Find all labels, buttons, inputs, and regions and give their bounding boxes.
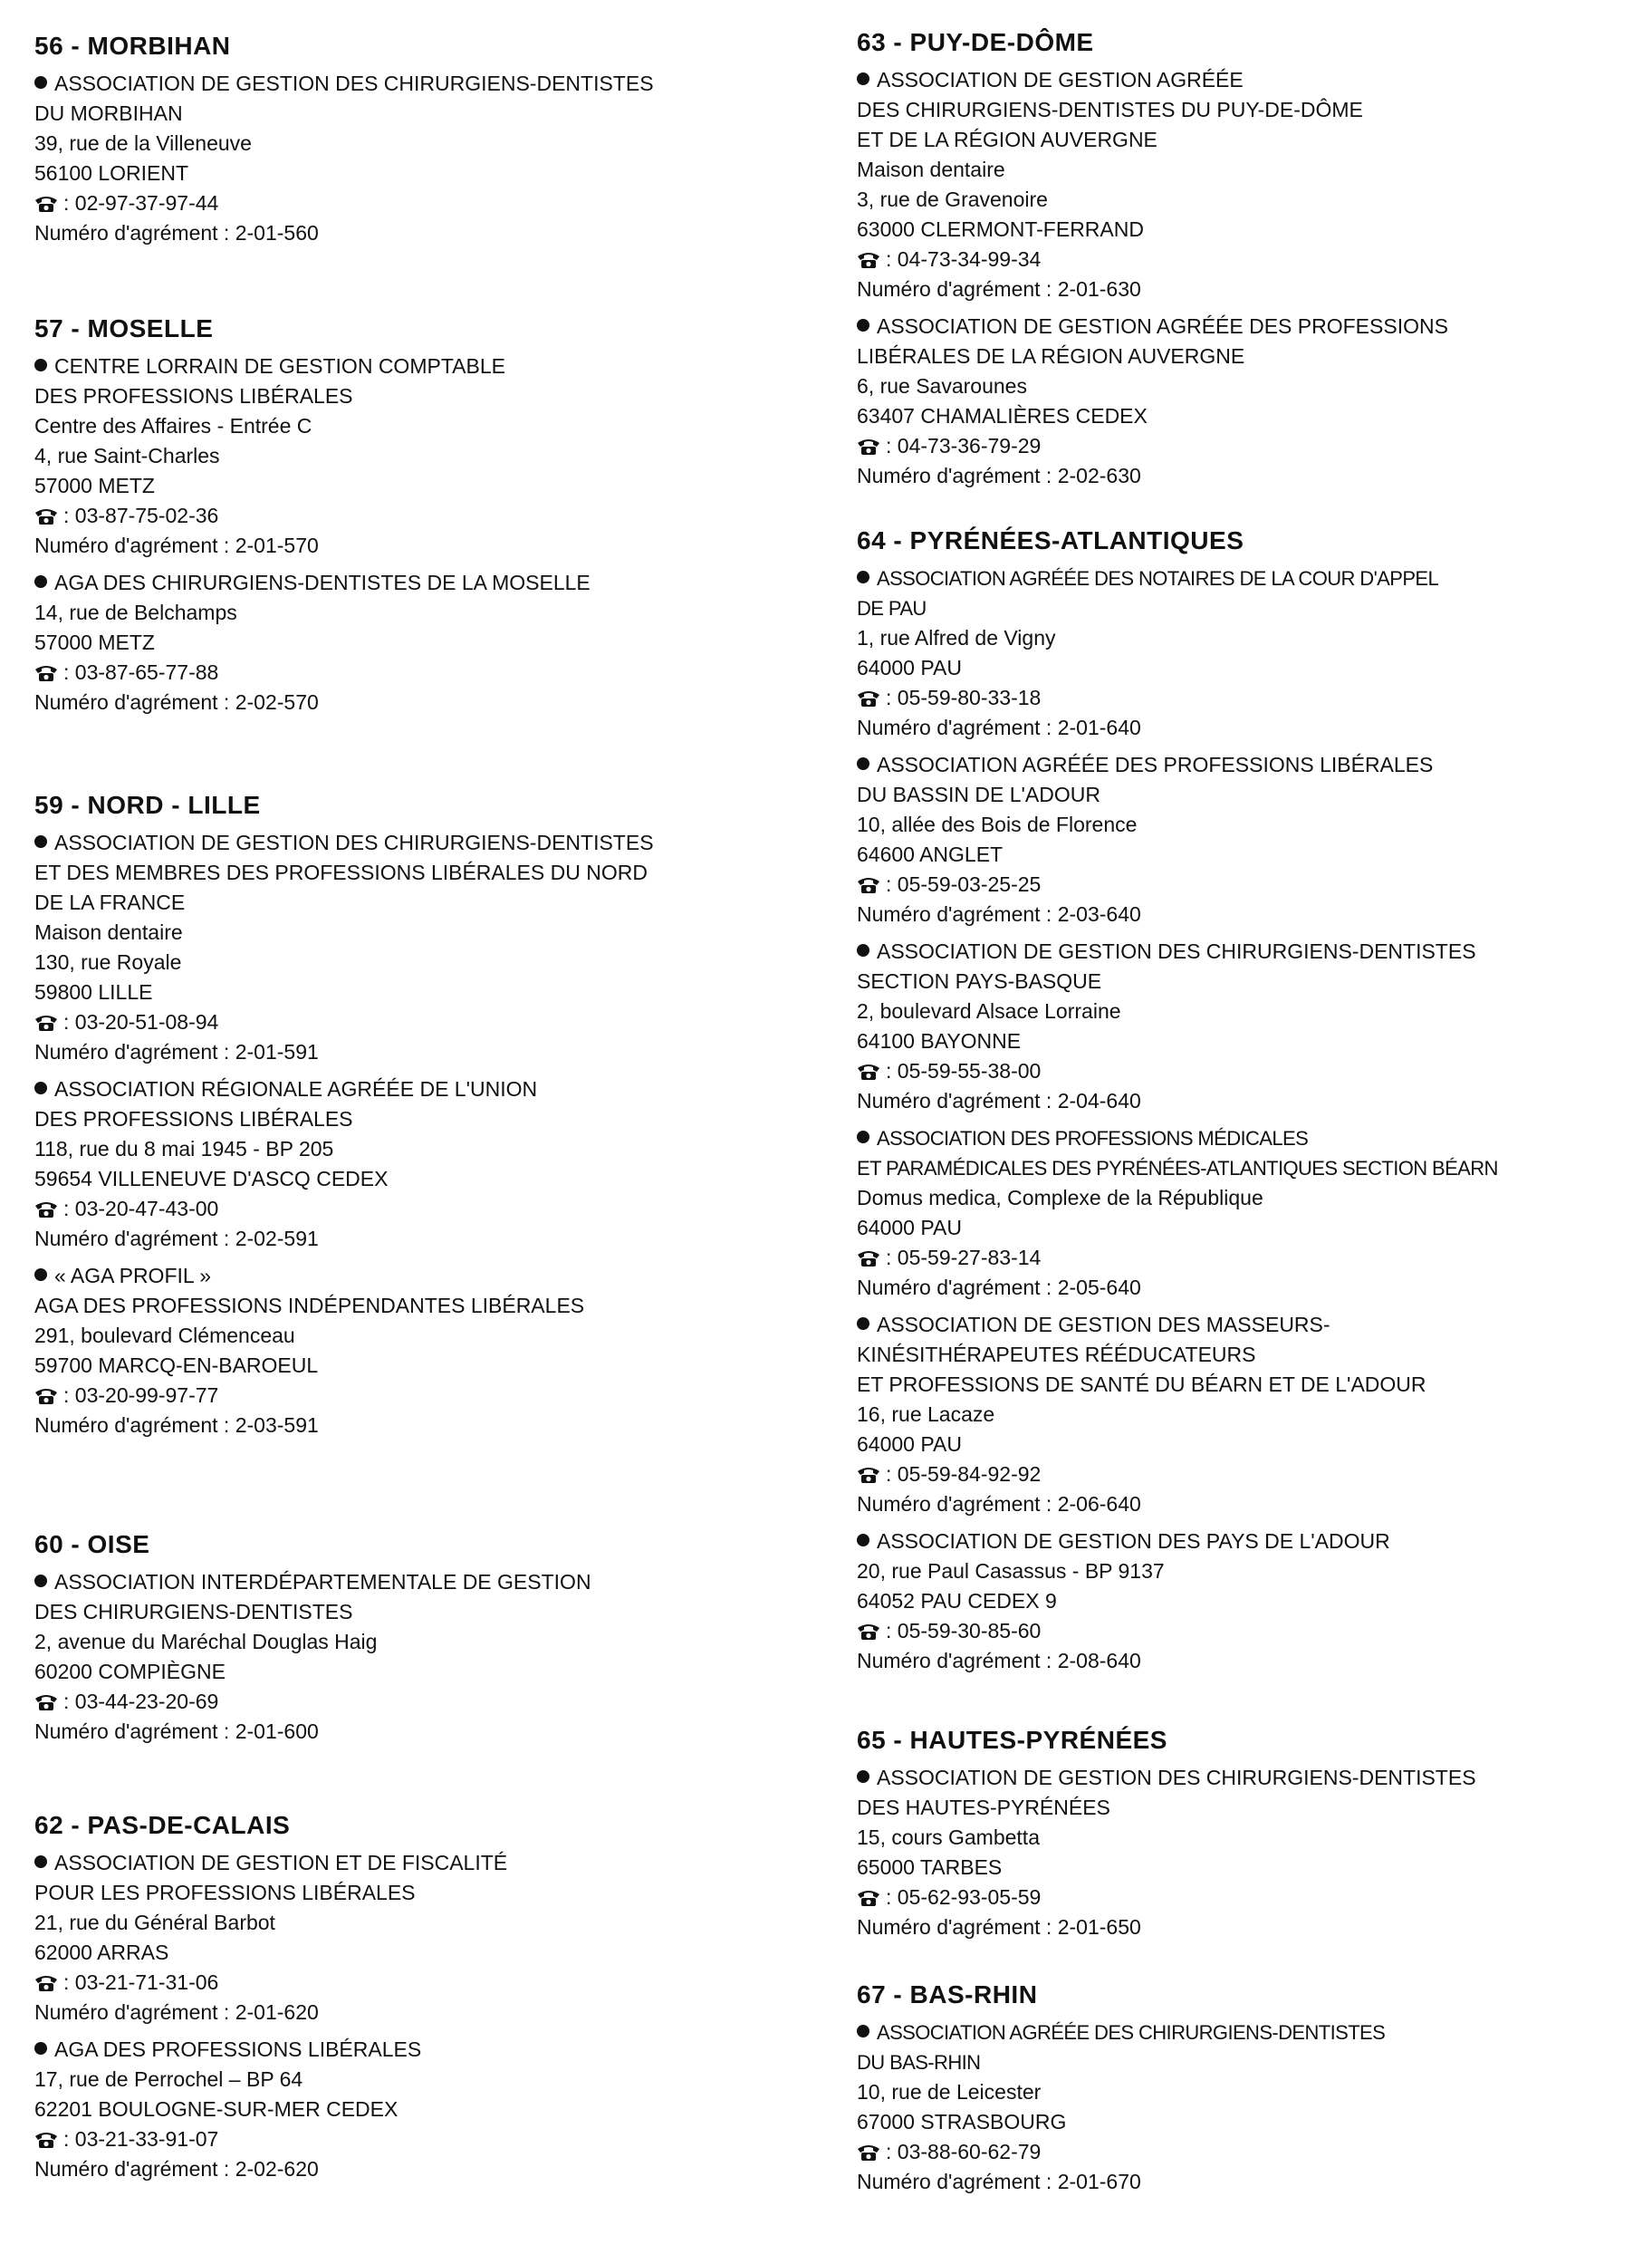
- association-name-text: ASSOCIATION DE GESTION DES CHIRURGIENS-DENTISTES: [54, 831, 654, 854]
- association-name-text: ASSOCIATION DES PROFESSIONS MÉDICALES: [877, 1127, 1309, 1150]
- phone-number: : 05-59-30-85-60: [886, 1619, 1042, 1642]
- agrement-number: Numéro d'agrément : 2-01-570: [34, 534, 319, 557]
- phone-line: [857, 1883, 1645, 1912]
- bullet-icon: [34, 835, 47, 848]
- association-name-line: [857, 780, 1645, 810]
- bullet-icon: [857, 1770, 869, 1783]
- department-heading: 64 - PYRÉNÉES-ATLANTIQUES: [857, 526, 1244, 554]
- agrement-number: Numéro d'agrément : 2-01-620: [34, 2000, 319, 2024]
- association-name-text: DE PAU: [857, 597, 927, 620]
- telephone-icon: [34, 1010, 58, 1028]
- phone-number: : 05-59-84-92-92: [886, 1462, 1042, 1486]
- phone-number: : 03-87-65-77-88: [63, 660, 219, 684]
- agrement-number: Numéro d'agrément : 2-02-570: [34, 690, 319, 714]
- association-name-line: [34, 1848, 813, 1878]
- agrement-number: Numéro d'agrément : 2-06-640: [857, 1492, 1141, 1516]
- department-heading: 63 - PUY-DE-DÔME: [857, 28, 1094, 56]
- association-name-text: KINÉSITHÉRAPEUTES RÉÉDUCATEURS: [857, 1343, 1256, 1366]
- phone-number: : 05-59-55-38-00: [886, 1059, 1042, 1083]
- association-name-line: [857, 1310, 1645, 1340]
- phone-line: [34, 1381, 813, 1411]
- association-name-text: ET DE LA RÉGION AUVERGNE: [857, 128, 1157, 151]
- department-section-65-hautes-pyrenees: [857, 1725, 1645, 1950]
- address-line: 64000 PAU: [857, 1216, 962, 1239]
- bullet-icon: [857, 1534, 869, 1546]
- phone-number: : 05-59-03-25-25: [886, 872, 1042, 896]
- association-name-line: [857, 1153, 1645, 1183]
- address-line: 64100 BAYONNE: [857, 1029, 1022, 1053]
- association-name-line: [857, 65, 1645, 95]
- department-section-63-puy-de-dome: [857, 27, 1645, 498]
- address-line: 67000 STRASBOURG: [857, 2110, 1067, 2134]
- association-entry: [857, 65, 1645, 304]
- agrement-number: Numéro d'agrément : 2-02-620: [34, 2157, 319, 2181]
- agrement-number: Numéro d'agrément : 2-03-591: [34, 1413, 319, 1437]
- telephone-icon: [34, 1970, 58, 1989]
- association-name-line: [34, 2035, 813, 2065]
- agrement-number: Numéro d'agrément : 2-03-640: [857, 902, 1141, 926]
- department-heading: 62 - PAS-DE-CALAIS: [34, 1811, 291, 1839]
- phone-number: : 03-20-47-43-00: [63, 1197, 219, 1220]
- association-name-text: ASSOCIATION DE GESTION AGRÉÉE: [877, 68, 1244, 92]
- association-name-line: [857, 125, 1645, 155]
- association-entry: [857, 1123, 1645, 1303]
- association-entry: [34, 1567, 813, 1747]
- association-name-line: [34, 858, 813, 888]
- association-entry: [857, 1310, 1645, 1519]
- phone-line: [34, 501, 813, 531]
- association-name-text: ASSOCIATION AGRÉÉE DES NOTAIRES DE LA COUR D'APPEL: [877, 567, 1439, 590]
- phone-number: : 05-62-93-05-59: [886, 1885, 1042, 1909]
- address-line: 14, rue de Belchamps: [34, 601, 237, 624]
- association-name-text: ASSOCIATION AGRÉÉE DES CHIRURGIENS-DENTISTES: [877, 2021, 1386, 2044]
- address-line: 63407 CHAMALIÈRES CEDEX: [857, 404, 1148, 428]
- association-name-text: CENTRE LORRAIN DE GESTION COMPTABLE: [54, 354, 505, 378]
- association-name-line: [857, 937, 1645, 967]
- association-name-text: AGA DES PROFESSIONS INDÉPENDANTES LIBÉRALES: [34, 1294, 585, 1317]
- association-entry: [857, 564, 1645, 743]
- phone-line: [857, 1616, 1645, 1646]
- telephone-icon: [857, 1885, 880, 1903]
- association-entry: [34, 1074, 813, 1254]
- phone-line: [857, 1056, 1645, 1086]
- bullet-icon: [857, 757, 869, 770]
- association-name-text: LIBÉRALES DE LA RÉGION AUVERGNE: [857, 344, 1245, 368]
- address-line: 64000 PAU: [857, 656, 962, 679]
- phone-number: : 03-87-75-02-36: [63, 504, 219, 527]
- association-name-line: [34, 352, 813, 381]
- phone-number: : 03-88-60-62-79: [886, 2140, 1042, 2163]
- phone-number: : 04-73-36-79-29: [886, 434, 1042, 458]
- association-name-text: SECTION PAYS-BASQUE: [857, 969, 1102, 993]
- address-line: 10, allée des Bois de Florence: [857, 813, 1138, 836]
- address-line: 20, rue Paul Casassus - BP 9137: [857, 1559, 1165, 1583]
- association-name-text: ET DES MEMBRES DES PROFESSIONS LIBÉRALES DU NORD: [34, 861, 648, 884]
- phone-line: [34, 2124, 813, 2154]
- phone-line: [857, 1243, 1645, 1273]
- association-name-text: DU BAS-RHIN: [857, 2051, 981, 2074]
- address-line: 64000 PAU: [857, 1432, 962, 1456]
- telephone-icon: [34, 504, 58, 522]
- association-name-text: ASSOCIATION DE GESTION DES PAYS DE L'ADOUR: [877, 1529, 1390, 1553]
- telephone-icon: [857, 1246, 880, 1264]
- phone-line: [857, 683, 1645, 713]
- association-name-line: [34, 1567, 813, 1597]
- address-line: 56100 LORIENT: [34, 161, 189, 185]
- association-entry: [34, 352, 813, 561]
- department-heading: 57 - MOSELLE: [34, 314, 214, 342]
- association-name-line: [857, 593, 1645, 623]
- telephone-icon: [857, 434, 880, 452]
- phone-number: : 03-44-23-20-69: [63, 1690, 219, 1713]
- association-name-text: ASSOCIATION DE GESTION DES MASSEURS-: [877, 1313, 1330, 1336]
- department-section-57-moselle: [34, 313, 813, 725]
- association-name-text: DU MORBIHAN: [34, 101, 183, 125]
- telephone-icon: [857, 686, 880, 704]
- phone-line: [34, 1194, 813, 1224]
- address-line: 1, rue Alfred de Vigny: [857, 626, 1056, 650]
- association-name-text: DU BASSIN DE L'ADOUR: [857, 783, 1100, 806]
- address-line: 57000 METZ: [34, 631, 155, 654]
- phone-number: : 04-73-34-99-34: [886, 247, 1042, 271]
- agrement-number: Numéro d'agrément : 2-01-630: [857, 277, 1141, 301]
- association-name-text: ASSOCIATION DE GESTION DES CHIRURGIENS-DENTISTES: [877, 1766, 1476, 1789]
- association-name-line: [857, 312, 1645, 342]
- address-line: 62201 BOULOGNE-SUR-MER CEDEX: [34, 2097, 399, 2121]
- association-name-text: DE LA FRANCE: [34, 891, 186, 914]
- association-name-line: [34, 1291, 813, 1321]
- address-line: 15, cours Gambetta: [857, 1825, 1040, 1849]
- phone-line: [34, 1007, 813, 1037]
- agrement-number: Numéro d'agrément : 2-08-640: [857, 1649, 1141, 1672]
- bullet-icon: [34, 359, 47, 371]
- bullet-icon: [857, 944, 869, 957]
- department-section-64-pyrenees-atlantiques: [857, 525, 1645, 1683]
- phone-number: : 05-59-80-33-18: [886, 686, 1042, 709]
- agrement-number: Numéro d'agrément : 2-01-650: [857, 1915, 1141, 1939]
- telephone-icon: [34, 1197, 58, 1215]
- phone-line: [857, 245, 1645, 275]
- address-line: 2, boulevard Alsace Lorraine: [857, 999, 1121, 1023]
- association-name-line: [857, 342, 1645, 371]
- association-name-line: [34, 888, 813, 918]
- association-name-line: [34, 1261, 813, 1291]
- association-name-line: [857, 967, 1645, 997]
- address-line: 65000 TARBES: [857, 1855, 1003, 1879]
- department-section-56-morbihan: [34, 31, 813, 255]
- phone-number: : 03-21-71-31-06: [63, 1970, 219, 1994]
- bullet-icon: [34, 1855, 47, 1868]
- association-name-text: DES CHIRURGIENS-DENTISTES: [34, 1600, 353, 1623]
- association-entry: [857, 2018, 1645, 2197]
- association-entry: [34, 568, 813, 718]
- address-line: 118, rue du 8 mai 1945 - BP 205: [34, 1137, 334, 1161]
- department-heading: 67 - BAS-RHIN: [857, 1980, 1038, 2008]
- department-heading: 59 - NORD - LILLE: [34, 791, 261, 819]
- bullet-icon: [857, 2025, 869, 2037]
- association-name-text: ET PROFESSIONS DE SANTÉ DU BÉARN ET DE L'ADOUR: [857, 1373, 1426, 1396]
- address-line: Centre des Affaires - Entrée C: [34, 414, 312, 438]
- association-entry: [857, 1527, 1645, 1676]
- phone-line: [857, 1459, 1645, 1489]
- agrement-number: Numéro d'agrément : 2-02-591: [34, 1227, 319, 1250]
- telephone-icon: [857, 872, 880, 891]
- agrement-number: Numéro d'agrément : 2-01-640: [857, 716, 1141, 739]
- association-name-line: [34, 1074, 813, 1104]
- bullet-icon: [34, 1575, 47, 1587]
- association-entry: [857, 750, 1645, 930]
- association-name-line: [857, 1527, 1645, 1556]
- phone-number: : 03-20-99-97-77: [63, 1383, 219, 1407]
- address-line: Domus medica, Complexe de la République: [857, 1186, 1263, 1209]
- association-name-line: [857, 1370, 1645, 1400]
- association-name-line: [34, 828, 813, 858]
- address-line: 62000 ARRAS: [34, 1941, 169, 1964]
- phone-line: [857, 431, 1645, 461]
- address-line: Maison dentaire: [34, 920, 183, 944]
- association-name-text: ASSOCIATION AGRÉÉE DES PROFESSIONS LIBÉRALES: [877, 753, 1434, 776]
- agrement-number: Numéro d'agrément : 2-02-630: [857, 464, 1141, 487]
- agrement-number: Numéro d'agrément : 2-05-640: [857, 1276, 1141, 1299]
- association-name-line: [857, 1763, 1645, 1793]
- address-line: 16, rue Lacaze: [857, 1402, 995, 1426]
- association-entry: [857, 937, 1645, 1116]
- association-name-text: ASSOCIATION DE GESTION ET DE FISCALITÉ: [54, 1851, 508, 1874]
- association-entry: [34, 1261, 813, 1440]
- association-name-line: [34, 381, 813, 411]
- address-line: 2, avenue du Maréchal Douglas Haig: [34, 1630, 378, 1653]
- bullet-icon: [857, 72, 869, 85]
- association-name-line: [34, 1597, 813, 1627]
- association-name-text: ASSOCIATION DE GESTION DES CHIRURGIENS-DENTISTES: [54, 72, 654, 95]
- bullet-icon: [34, 76, 47, 89]
- agrement-number: Numéro d'agrément : 2-04-640: [857, 1089, 1141, 1113]
- address-line: 63000 CLERMONT-FERRAND: [857, 217, 1144, 241]
- association-name-text: DES PROFESSIONS LIBÉRALES: [34, 384, 353, 408]
- department-section-62-pas-de-calais: [34, 1810, 813, 2191]
- agrement-number: Numéro d'agrément : 2-01-600: [34, 1719, 319, 1743]
- association-name-text: ASSOCIATION INTERDÉPARTEMENTALE DE GESTION: [54, 1570, 591, 1594]
- telephone-icon: [857, 1619, 880, 1637]
- phone-number: : 03-21-33-91-07: [63, 2127, 219, 2151]
- telephone-icon: [34, 1690, 58, 1708]
- address-line: 64052 PAU CEDEX 9: [857, 1589, 1057, 1613]
- bullet-icon: [857, 319, 869, 332]
- association-name-text: DES HAUTES-PYRÉNÉES: [857, 1796, 1110, 1819]
- phone-line: [34, 188, 813, 218]
- department-heading: 60 - OISE: [34, 1530, 150, 1558]
- association-entry: [34, 69, 813, 248]
- address-line: 60200 COMPIÈGNE: [34, 1660, 226, 1683]
- bullet-icon: [34, 1268, 47, 1281]
- telephone-icon: [857, 2140, 880, 2158]
- association-name-line: [857, 1123, 1645, 1153]
- phone-line: [34, 1968, 813, 1998]
- association-entry: [34, 828, 813, 1067]
- address-line: 59800 LILLE: [34, 980, 153, 1004]
- bullet-icon: [34, 575, 47, 588]
- address-line: 39, rue de la Villeneuve: [34, 131, 252, 155]
- address-line: 291, boulevard Clémenceau: [34, 1324, 295, 1347]
- address-line: 3, rue de Gravenoire: [857, 188, 1048, 211]
- association-name-line: [857, 2047, 1645, 2077]
- association-name-text: « AGA PROFIL »: [54, 1264, 212, 1287]
- phone-number: : 03-20-51-08-94: [63, 1010, 219, 1034]
- address-line: 130, rue Royale: [34, 950, 182, 974]
- telephone-icon: [857, 1462, 880, 1480]
- association-name-line: [857, 1793, 1645, 1823]
- association-name-line: [857, 564, 1645, 593]
- agrement-number: Numéro d'agrément : 2-01-670: [857, 2170, 1141, 2193]
- bullet-icon: [857, 571, 869, 583]
- association-entry: [34, 1848, 813, 2028]
- address-line: 6, rue Savarounes: [857, 374, 1027, 398]
- association-name-text: ASSOCIATION RÉGIONALE AGRÉÉE DE L'UNION: [54, 1077, 538, 1101]
- address-line: 59654 VILLENEUVE D'ASCQ CEDEX: [34, 1167, 389, 1190]
- association-name-line: [857, 95, 1645, 125]
- department-heading: 65 - HAUTES-PYRÉNÉES: [857, 1726, 1167, 1754]
- association-name-text: AGA DES PROFESSIONS LIBÉRALES: [54, 2037, 422, 2061]
- telephone-icon: [857, 247, 880, 265]
- telephone-icon: [34, 2127, 58, 2145]
- address-line: 57000 METZ: [34, 474, 155, 497]
- address-line: 59700 MARCQ-EN-BAROEUL: [34, 1353, 319, 1377]
- agrement-number: Numéro d'agrément : 2-01-591: [34, 1040, 319, 1064]
- agrement-number: Numéro d'agrément : 2-01-560: [34, 221, 319, 245]
- address-line: 21, rue du Général Barbot: [34, 1911, 275, 1934]
- address-line: 10, rue de Leicester: [857, 2080, 1042, 2104]
- address-line: Maison dentaire: [857, 158, 1005, 181]
- bullet-icon: [34, 2042, 47, 2055]
- telephone-icon: [34, 1383, 58, 1402]
- department-section-67-bas-rhin: [857, 1979, 1645, 2204]
- address-line: 17, rue de Perrochel – BP 64: [34, 2067, 303, 2091]
- telephone-icon: [34, 191, 58, 209]
- association-name-text: POUR LES PROFESSIONS LIBÉRALES: [34, 1881, 416, 1904]
- bullet-icon: [857, 1131, 869, 1143]
- phone-line: [857, 2137, 1645, 2167]
- phone-line: [857, 870, 1645, 900]
- bullet-icon: [34, 1082, 47, 1094]
- association-name-text: ET PARAMÉDICALES DES PYRÉNÉES-ATLANTIQUES SECTION BÉARN: [857, 1157, 1498, 1180]
- association-entry: [34, 2035, 813, 2184]
- phone-number: : 02-97-37-97-44: [63, 191, 219, 215]
- bullet-icon: [857, 1317, 869, 1330]
- association-name-line: [34, 1878, 813, 1908]
- phone-number: : 05-59-27-83-14: [886, 1246, 1042, 1269]
- department-section-60-oise: [34, 1529, 813, 1754]
- association-name-text: ASSOCIATION DE GESTION DES CHIRURGIENS-DENTISTES: [877, 939, 1476, 963]
- telephone-icon: [34, 660, 58, 679]
- department-section-59-nord-lille: [34, 790, 813, 1448]
- association-name-text: ASSOCIATION DE GESTION AGRÉÉE DES PROFESSIONS: [877, 314, 1448, 338]
- phone-line: [34, 658, 813, 688]
- address-line: 64600 ANGLET: [857, 843, 1004, 866]
- association-name-line: [34, 568, 813, 598]
- association-name-line: [857, 750, 1645, 780]
- association-name-line: [857, 1340, 1645, 1370]
- phone-line: [34, 1687, 813, 1717]
- association-name-line: [857, 2018, 1645, 2047]
- association-name-line: [34, 69, 813, 99]
- association-name-line: [34, 1104, 813, 1134]
- association-name-text: DES CHIRURGIENS-DENTISTES DU PUY-DE-DÔME: [857, 98, 1363, 121]
- telephone-icon: [857, 1059, 880, 1077]
- association-entry: [857, 1763, 1645, 1942]
- association-name-line: [34, 99, 813, 129]
- association-entry: [857, 312, 1645, 491]
- association-name-text: DES PROFESSIONS LIBÉRALES: [34, 1107, 353, 1131]
- address-line: 4, rue Saint-Charles: [34, 444, 220, 467]
- association-name-text: AGA DES CHIRURGIENS-DENTISTES DE LA MOSELLE: [54, 571, 591, 594]
- department-heading: 56 - MORBIHAN: [34, 32, 231, 60]
